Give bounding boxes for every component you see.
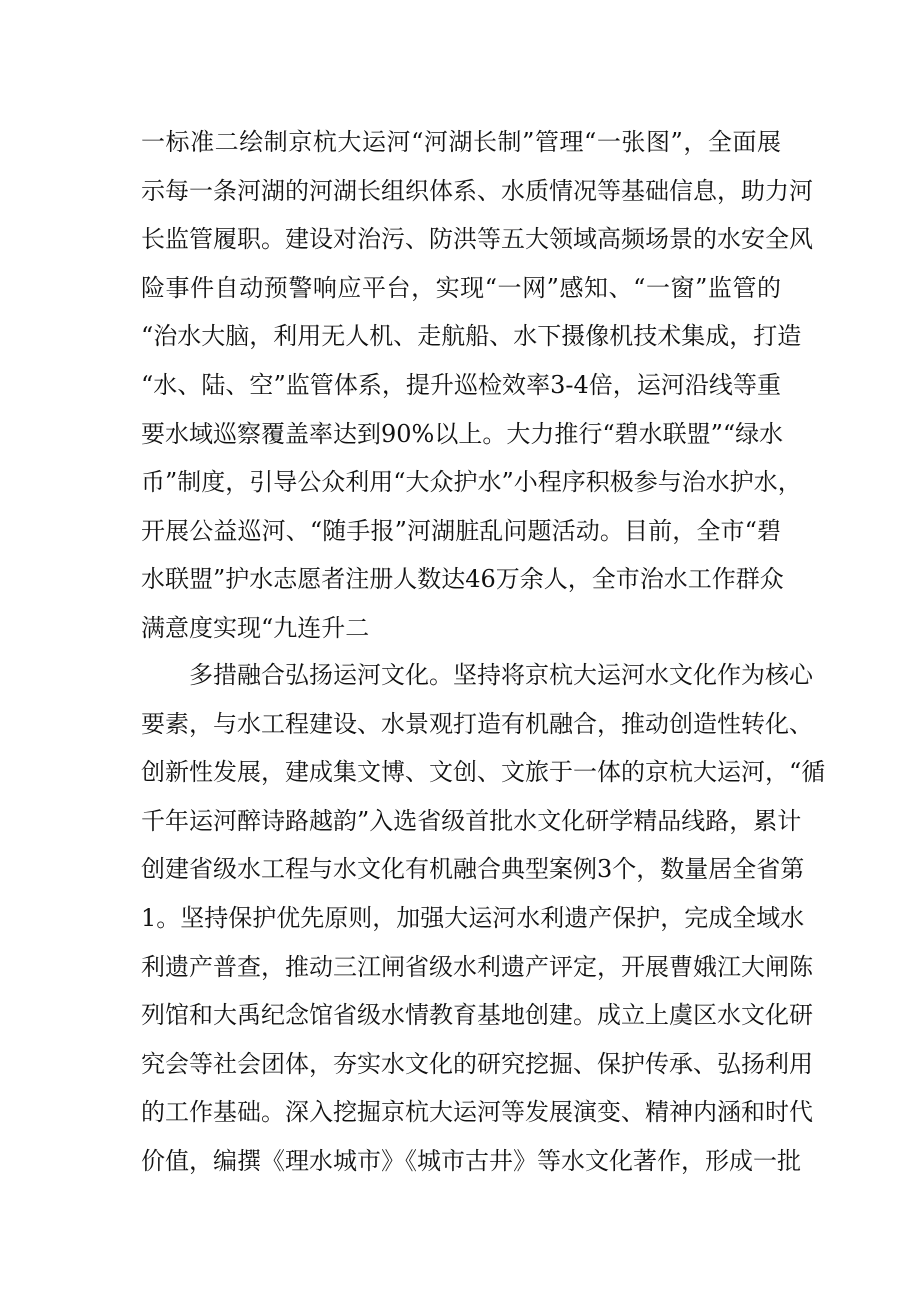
text-line: 1。坚持保护优先原则，加强大运河水利遗产保护，完成全域水 [141, 903, 805, 932]
text-line: 满意度实现“九连升二 [141, 613, 370, 642]
text-line: 开展公益巡河、“随手报”河湖脏乱问题活动。目前，全市“碧 [141, 516, 781, 545]
text-line: 长监管履职。建设对治污、防洪等五大领域高频场景的水安全风 [141, 225, 813, 254]
text-line: 示每一条河湖的河湖长组织体系、水质情况等基础信息，助力河 [141, 176, 813, 205]
text-line: 要水域巡察覆盖率达到90%以上。大力推行“碧水联盟”“绿水 [141, 419, 784, 448]
text-line: “治水大脑，利用无人机、走航船、水下摄像机技术集成，打造 [141, 322, 802, 351]
text-line: 险事件自动预警响应平台，实现“一网”感知、“一窗”监管的 [141, 273, 781, 302]
paragraph-river-chief-system [141, 118, 813, 653]
text-line: 创建省级水工程与水文化有机融合典型案例3个，数量居全省第 [141, 855, 805, 884]
text-line: 要素，与水工程建设、水景观打造有机融合，推动创造性转化、 [141, 709, 813, 738]
text-line: 水联盟”护水志愿者注册人数达46万余人，全市治水工作群众 [141, 565, 784, 594]
text-line: 创新性发展，建成集文博、文创、文旅于一体的京杭大运河，“循 [141, 758, 826, 787]
text-line: “水、陆、空”监管体系，提升巡检效率3-4倍，运河沿线等重 [141, 370, 781, 399]
paragraph-canal-culture [141, 651, 826, 1186]
text-line: 利遗产普查，推动三江闸省级水利遗产评定，开展曹娥江大闸陈 [141, 952, 813, 981]
text-line: 列馆和大禹纪念馆省级水情教育基地创建。成立上虞区水文化研 [141, 1001, 813, 1030]
text-line: 币”制度，引导公众利用“大众护水”小程序积极参与治水护水， [141, 468, 802, 497]
text-line: 多措融合弘扬运河文化。坚持将京杭大运河水文化作为核心 [189, 661, 813, 689]
text-line: 价值，编撰《理水城市》《城市古井》等水文化著作，形成一批 [141, 1146, 801, 1175]
text-line: 究会等社会团体，夯实水文化的研究挖掘、保护传承、弘扬利用 [141, 1049, 813, 1078]
text-line: 的工作基础。深入挖掘京杭大运河等发展演变、精神内涵和时代 [141, 1098, 813, 1127]
text-line: 一标准二绘制京杭大运河“河湖长制”管理“一张图”，全面展 [141, 128, 781, 156]
text-line: 千年运河醉诗路越韵”入选省级首批水文化研学精品线路，累计 [141, 806, 802, 835]
